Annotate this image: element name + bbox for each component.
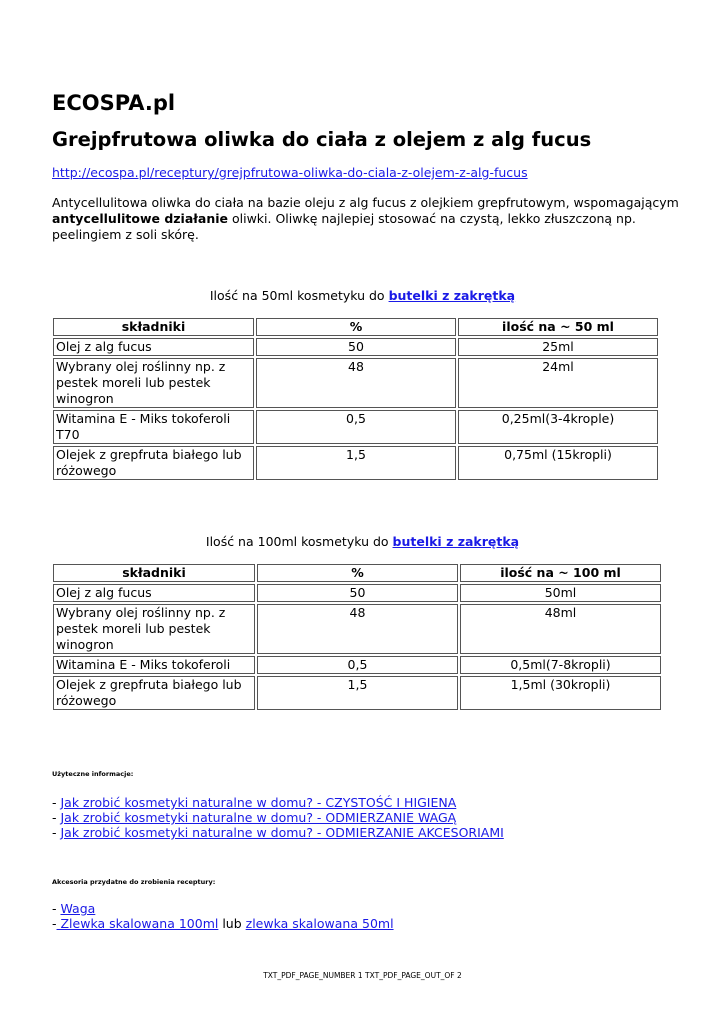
column-header-percent: % xyxy=(257,564,458,582)
list-item xyxy=(52,916,394,931)
recipe-table-50ml xyxy=(51,316,660,482)
table-row xyxy=(53,358,658,408)
beaker-50ml-link[interactable]: zlewka skalowana 50ml xyxy=(245,916,394,931)
table-row xyxy=(53,584,661,602)
table-row xyxy=(53,410,658,444)
ingredient-cell: Olejek z grepfruta białego lub różowego xyxy=(53,676,255,710)
table-row xyxy=(53,676,661,710)
ingredient-cell: Wybrany olej roślinny np. z pestek moreli lub pestek winogron xyxy=(53,604,255,654)
intro-text-2: oliwki. Oliwkę najlepiej stosować na czystą, lekko złuszczoną np. peelingiem z soli skórę. xyxy=(52,211,636,242)
accessories-list xyxy=(52,901,394,931)
site-title: ECOSPA.pl xyxy=(52,91,176,115)
beaker-100ml-link[interactable]: Zlewka skalowana 100ml xyxy=(56,916,219,931)
list-dash: - xyxy=(52,825,61,840)
intro-paragraph xyxy=(52,195,682,243)
accessories-label: Akcesoria przydatne do zrobienia receptury: xyxy=(52,878,216,886)
list-item xyxy=(52,795,504,810)
caption-100ml xyxy=(0,534,725,549)
intro-bold-text: antycellulitowe działanie xyxy=(52,211,229,226)
amount-cell: 48ml xyxy=(460,604,661,654)
table-row xyxy=(53,338,658,356)
amount-cell: 0,75ml (15kropli) xyxy=(458,446,658,480)
intro-text-1: Antycellulitowa oliwka do ciała na bazie oleju z alg fucus z olejkiem grepfrutowym, wspomagającym xyxy=(52,195,679,210)
list-item xyxy=(52,810,504,825)
percent-cell: 0,5 xyxy=(256,410,456,444)
table-row xyxy=(53,656,661,674)
list-item xyxy=(52,825,504,840)
percent-cell: 48 xyxy=(256,358,456,408)
amount-cell: 24ml xyxy=(458,358,658,408)
column-header-ingredients: składniki xyxy=(53,318,254,336)
useful-links-list xyxy=(52,795,504,840)
column-header-amount: ilość na ~ 100 ml xyxy=(460,564,661,582)
table-header-row xyxy=(53,564,661,582)
percent-cell: 50 xyxy=(256,338,456,356)
column-header-ingredients: składniki xyxy=(53,564,255,582)
amount-cell: 50ml xyxy=(460,584,661,602)
table-row xyxy=(53,446,658,480)
ingredient-cell: Olejek z grepfruta białego lub różowego xyxy=(53,446,254,480)
table-header-row xyxy=(53,318,658,336)
list-dash: - xyxy=(52,916,57,931)
amount-cell: 0,5ml(7-8kropli) xyxy=(460,656,661,674)
ingredient-cell: Witamina E - Miks tokoferoli T70 xyxy=(53,410,254,444)
recipe-table-100ml xyxy=(51,562,663,712)
scale-link[interactable]: Waga xyxy=(60,901,96,916)
useful-link-scale[interactable]: Jak zrobić kosmetyki naturalne w domu? - ODMIERZANIE WAGĄ xyxy=(60,810,457,825)
list-dash: - xyxy=(52,810,61,825)
list-dash: - xyxy=(52,901,61,916)
caption-50ml-text: Ilość na 50ml kosmetyku do xyxy=(209,288,389,303)
percent-cell: 1,5 xyxy=(256,446,456,480)
percent-cell: 50 xyxy=(257,584,458,602)
useful-link-hygiene[interactable]: Jak zrobić kosmetyki naturalne w domu? - CZYSTOŚĆ I HIGIENA xyxy=(60,795,457,810)
list-item xyxy=(52,901,394,916)
column-header-percent: % xyxy=(256,318,456,336)
amount-cell: 0,25ml(3-4krople) xyxy=(458,410,658,444)
page-footer: TXT_PDF_PAGE_NUMBER 1 TXT_PDF_PAGE_OUT_OF 2 xyxy=(263,971,462,980)
bottle-link-50ml[interactable]: butelki z zakrętką xyxy=(388,288,516,303)
column-header-amount: ilość na ~ 50 ml xyxy=(458,318,658,336)
caption-100ml-text: Ilość na 100ml kosmetyku do xyxy=(205,534,393,549)
table-row xyxy=(53,604,661,654)
source-url-link[interactable]: http://ecospa.pl/receptury/grejpfrutowa-oliwka-do-ciala-z-olejem-z-alg-fucus xyxy=(52,165,528,180)
percent-cell: 0,5 xyxy=(257,656,458,674)
percent-cell: 48 xyxy=(257,604,458,654)
useful-info-label: Użyteczne informacje: xyxy=(52,770,134,778)
ingredient-cell: Wybrany olej roślinny np. z pestek moreli lub pestek winogron xyxy=(53,358,254,408)
ingredient-cell: Witamina E - Miks tokoferoli xyxy=(53,656,255,674)
amount-cell: 25ml xyxy=(458,338,658,356)
ingredient-cell: Olej z alg fucus xyxy=(53,338,254,356)
ingredient-cell: Olej z alg fucus xyxy=(53,584,255,602)
useful-link-accessories[interactable]: Jak zrobić kosmetyki naturalne w domu? - ODMIERZANIE AKCESORIAMI xyxy=(60,825,504,840)
amount-cell: 1,5ml (30kropli) xyxy=(460,676,661,710)
caption-50ml xyxy=(0,288,725,303)
page-title: Grejpfrutowa oliwka do ciała z olejem z alg fucus xyxy=(52,128,592,151)
bottle-link-100ml[interactable]: butelki z zakrętką xyxy=(392,534,520,549)
percent-cell: 1,5 xyxy=(257,676,458,710)
or-text: lub xyxy=(218,916,246,931)
list-dash: - xyxy=(52,795,61,810)
